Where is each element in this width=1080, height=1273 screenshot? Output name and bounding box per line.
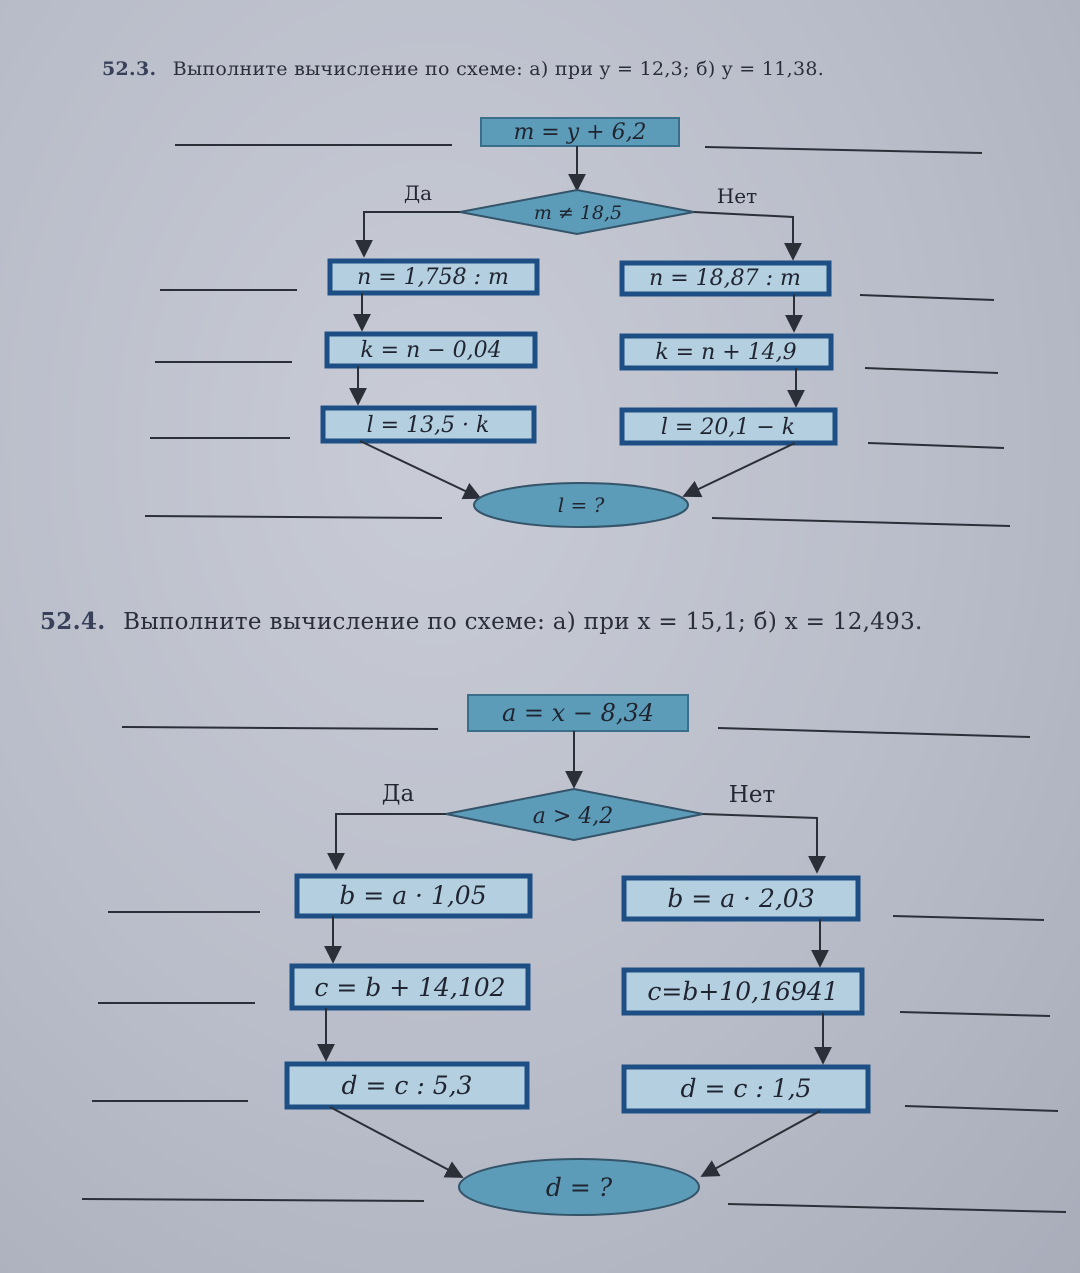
no-step-formula: c=b+10,16941 xyxy=(647,977,839,1006)
yes-step-formula: d = c : 5,3 xyxy=(341,1071,473,1100)
start-formula: a = x − 8,34 xyxy=(501,699,655,727)
no-label: Нет xyxy=(728,782,776,808)
condition-formula: m ≠ 18,5 xyxy=(533,202,623,224)
yes-step-formula: b = a · 1,05 xyxy=(339,881,487,910)
yes-step-formula: l = 13,5 · k xyxy=(366,413,490,438)
exercise-statement: Выполните вычисление по схеме: а) при x = 15,1; б) x = 12,493. xyxy=(123,609,923,635)
exercise-number: 52.3. xyxy=(102,58,157,80)
no-label: Нет xyxy=(716,184,758,208)
yes-label: Да xyxy=(403,181,433,205)
result-formula: l = ? xyxy=(557,493,605,517)
condition-formula: a > 4,2 xyxy=(532,804,614,829)
yes-label: Да xyxy=(381,781,415,807)
no-step-formula: n = 18,87 : m xyxy=(649,266,801,291)
answer-blank[interactable] xyxy=(728,1204,1066,1212)
answer-blank[interactable] xyxy=(712,518,1010,526)
exercise-statement: Выполните вычисление по схеме: а) при y = 12,3; б) y = 11,38. xyxy=(172,58,825,80)
yes-step-formula: n = 1,758 : m xyxy=(357,265,509,290)
result-formula: d = ? xyxy=(545,1173,613,1202)
answer-blank[interactable] xyxy=(905,1106,1058,1111)
answer-blank[interactable] xyxy=(893,916,1044,920)
answer-blank[interactable] xyxy=(122,727,438,729)
no-step-formula: k = n + 14,9 xyxy=(655,340,797,365)
start-formula: m = y + 6,2 xyxy=(513,120,647,145)
yes-step-formula: c = b + 14,102 xyxy=(314,973,506,1002)
yes-step-formula: k = n − 0,04 xyxy=(360,338,502,363)
answer-blank[interactable] xyxy=(82,1199,424,1201)
flowchart-52-3 xyxy=(145,118,1010,527)
answer-blank[interactable] xyxy=(868,443,1004,448)
answer-blank[interactable] xyxy=(900,1012,1050,1016)
answer-blank[interactable] xyxy=(718,728,1030,737)
answer-blank[interactable] xyxy=(860,295,994,300)
flowchart-52-4 xyxy=(82,695,1066,1215)
answer-blank[interactable] xyxy=(145,516,442,518)
no-step-formula: b = a · 2,03 xyxy=(667,884,815,913)
no-step-formula: d = c : 1,5 xyxy=(680,1074,812,1103)
no-step-formula: l = 20,1 − k xyxy=(660,415,796,440)
answer-blank[interactable] xyxy=(705,147,982,153)
exercise-number: 52.4. xyxy=(40,608,106,635)
answer-blank[interactable] xyxy=(865,368,998,373)
